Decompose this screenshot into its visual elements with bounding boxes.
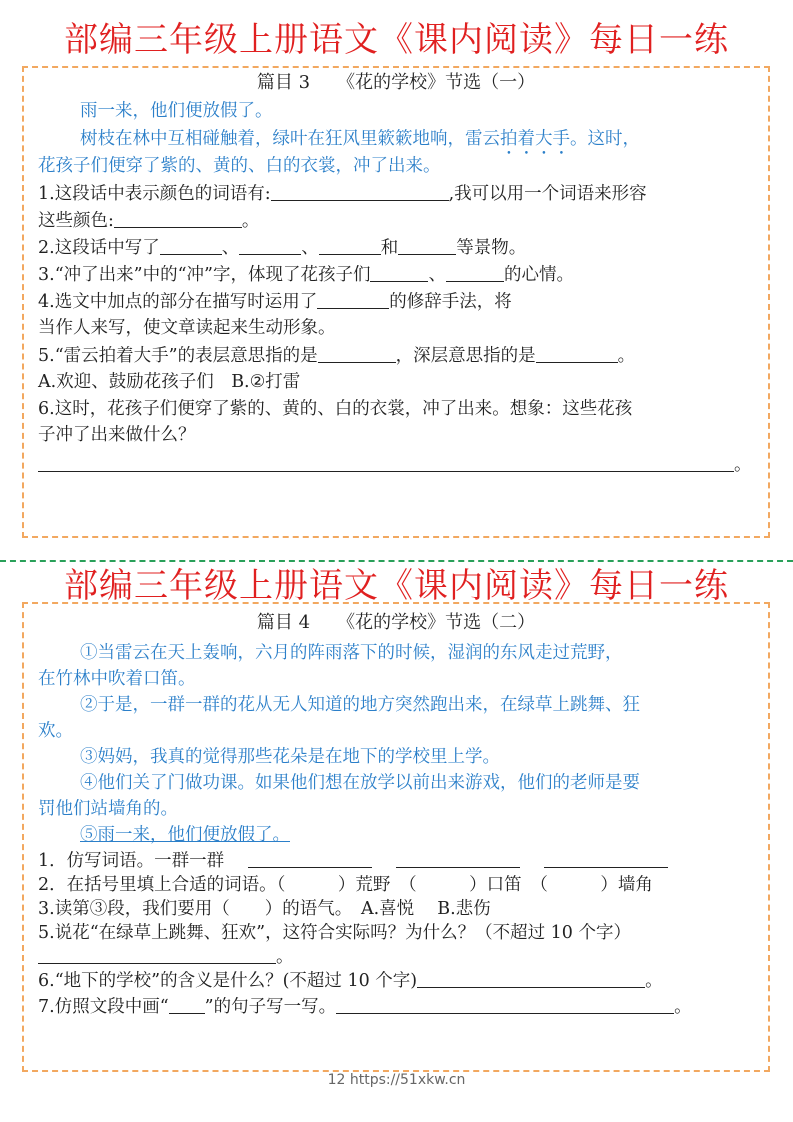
passage-line: ①当雷云在天上轰响，六月的阵雨落下的时候，湿润的东风走过荒野， <box>80 643 623 663</box>
question-text: 。 <box>734 455 752 475</box>
question-text: 。 <box>645 971 663 991</box>
question-6 <box>38 968 760 994</box>
question-3: 3.读第③段，我们要用（ ）的语气。 A.喜悦 B.悲伤 <box>38 899 491 919</box>
question-4 <box>38 289 760 315</box>
question-7 <box>38 994 760 1020</box>
question-2 <box>38 235 760 261</box>
question-5-answer <box>38 944 760 970</box>
question-text: ”的句子写一写。 <box>204 997 337 1017</box>
answer-blank[interactable] <box>446 263 504 282</box>
passage-text: 。这时， <box>570 129 640 149</box>
answer-blank[interactable] <box>114 209 242 228</box>
answer-blank[interactable] <box>38 945 276 964</box>
answer-blank[interactable] <box>317 290 389 309</box>
question-1-cont <box>38 208 760 234</box>
question-5-options: A.欢迎、鼓励花孩子们 B.②打雷 <box>38 372 301 392</box>
answer-blank[interactable] <box>370 263 428 282</box>
passage-text: 树枝在林中互相碰触着，绿叶在狂风里簌簌地响，雷云 <box>80 129 500 149</box>
answer-blank[interactable] <box>417 969 645 988</box>
question-1 <box>38 181 760 207</box>
question-4-cont: 当作人来写，使文章读起来生动形象。 <box>38 318 336 338</box>
question-6-cont: 子冲了出来做什么？ <box>38 425 196 445</box>
answer-blank[interactable] <box>239 236 301 255</box>
dotted-phrase: 拍着大手 <box>500 129 570 149</box>
section-heading: 篇目 4 《花的学校》节选（二） <box>256 612 536 633</box>
worksheet-title: 部编三年级上册语文《课内阅读》每日一练 <box>64 566 729 606</box>
question-5 <box>38 343 760 369</box>
passage-line: 罚他们站墙角的。 <box>38 799 178 819</box>
question-text: 7.仿照文段中画“ <box>38 997 169 1017</box>
passage-line: 雨一来，他们便放假了。 <box>80 101 273 121</box>
question-text: ，深层意思指的是 <box>395 346 536 366</box>
page-footer: 12 https://51xkw.cn <box>327 1072 466 1088</box>
passage-line: 欢。 <box>38 721 73 741</box>
answer-blank[interactable] <box>398 236 456 255</box>
underlined-passage-line: ⑤雨一来，他们便放假了。 <box>80 825 290 845</box>
question-text: 这些颜色: <box>38 211 114 231</box>
question-text: 3.“冲了出来”中的“冲”字，体现了花孩子们 <box>38 265 371 285</box>
question-text: 的心情。 <box>503 265 574 285</box>
question-text: 等景物。 <box>456 238 527 258</box>
question-5: 5.说花“在绿草上跳舞、狂欢”，这符合实际吗？为什么？（不超过 10 个字） <box>38 923 631 943</box>
question-text: 2.这段话中写了 <box>38 238 160 258</box>
answer-blank[interactable] <box>319 236 381 255</box>
question-1 <box>38 848 760 874</box>
passage-line: ④他们关了门做功课。如果他们想在放学以前出来游戏，他们的老师是要 <box>80 773 640 793</box>
underline-sample <box>169 995 205 1014</box>
question-text: 。 <box>241 211 260 231</box>
question-text: 、 <box>428 265 446 285</box>
question-3 <box>38 262 760 288</box>
passage-line: 花孩子们便穿了紫的、黄的、白的衣裳，冲了出来。 <box>38 156 441 176</box>
question-text: ,我可以用一个词语来形容 <box>448 184 647 204</box>
answer-blank[interactable] <box>318 344 396 363</box>
question-6: 6.这时，花孩子们便穿了紫的、黄的、白的衣裳，冲了出来。想象：这些花孩 <box>38 399 633 419</box>
worksheet-title: 部编三年级上册语文《课内阅读》每日一练 <box>64 20 729 60</box>
answer-blank[interactable] <box>38 453 734 472</box>
passage-line: ②于是，一群一群的花从无人知道的地方突然跑出来，在绿草上跳舞、狂 <box>80 695 640 715</box>
question-text: 。 <box>617 346 636 366</box>
question-text: 6.“地下的学校”的含义是什么？(不超过 10 个字) <box>38 971 418 991</box>
question-text: 1.这段话中表示颜色的词语有: <box>38 184 271 204</box>
question-6-answer <box>38 452 760 478</box>
question-text: 1．仿写词语。一群一群 <box>38 851 225 871</box>
section-heading: 篇目 3 《花的学校》节选（一） <box>256 72 536 93</box>
answer-blank[interactable] <box>160 236 222 255</box>
question-text: 和 <box>380 238 399 258</box>
answer-blank[interactable] <box>536 344 618 363</box>
question-2: 2．在括号里填上合适的词语。（ ）荒野 （ ）口笛 （ ）墙角 <box>38 875 653 895</box>
answer-blank[interactable] <box>248 849 372 868</box>
page-divider <box>0 560 793 562</box>
question-text: 、 <box>221 238 240 258</box>
question-text: 5.“雷云拍着大手”的表层意思指的是 <box>38 346 318 366</box>
question-text: 、 <box>301 238 319 258</box>
passage-line: ③妈妈，我真的觉得那些花朵是在地下的学校里上学。 <box>80 747 500 767</box>
answer-blank[interactable] <box>336 995 674 1014</box>
answer-blank[interactable] <box>544 849 668 868</box>
question-text: 的修辞手法，将 <box>389 292 512 312</box>
answer-blank[interactable] <box>271 182 449 201</box>
passage-line: 在竹林中吹着口笛。 <box>38 669 196 689</box>
question-text: 。 <box>276 947 294 967</box>
question-text: 。 <box>674 997 692 1017</box>
question-text: 4.选文中加点的部分在描写时运用了 <box>38 292 318 312</box>
answer-blank[interactable] <box>396 849 520 868</box>
